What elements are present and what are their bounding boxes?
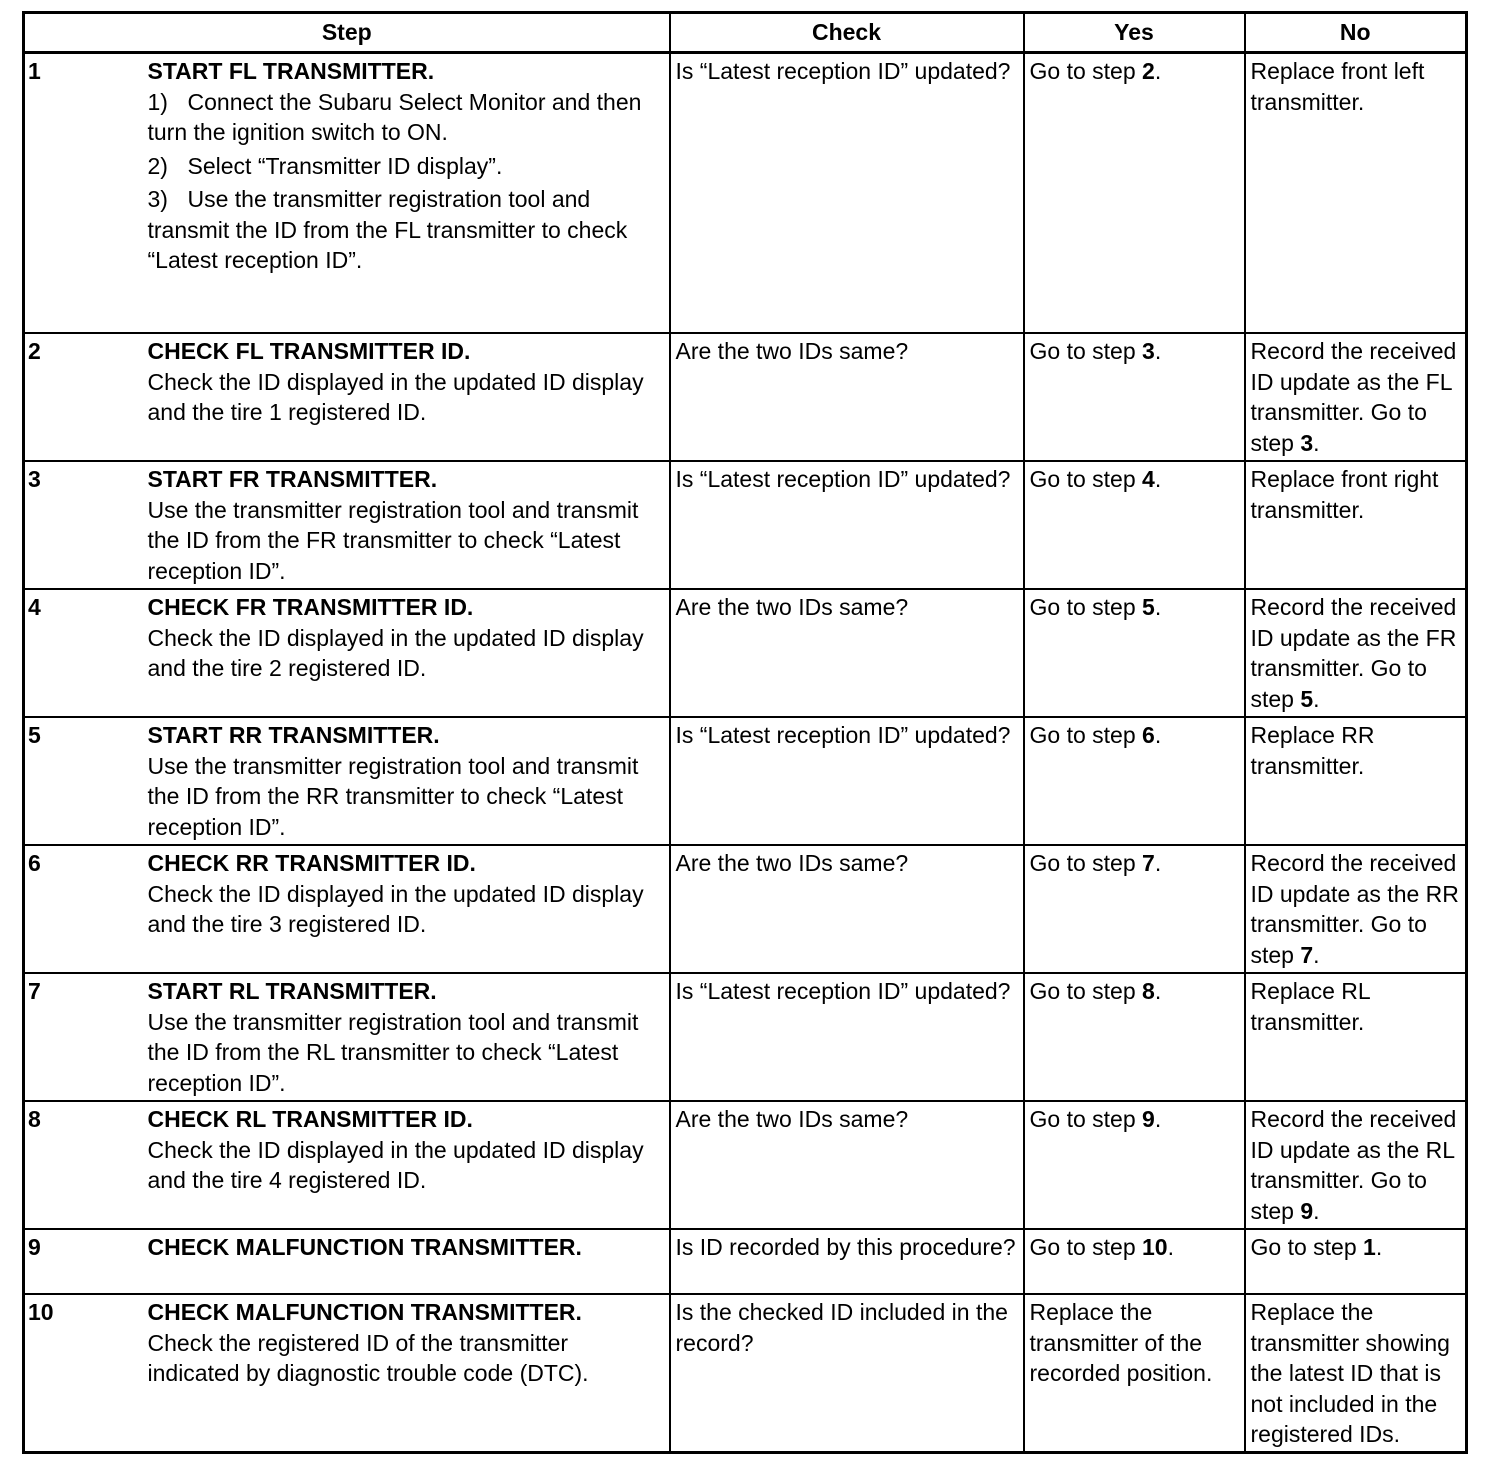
check-cell: Is “Latest reception ID” updated? [670,973,1024,1101]
yes-cell [1024,1229,1245,1294]
step-number: 8 [24,1101,147,1229]
step-body: Use the transmitter registration tool and transmit the ID from the FR transmitter to check “Latest reception ID”. [147,496,639,584]
no-text: Record the received ID update as the FR transmitter. Go to step [1250,594,1457,712]
step-cell [147,845,670,973]
yes-cell [1024,1101,1245,1229]
yes-cell [1024,717,1245,845]
no-text: Replace front right transmitter. [1250,466,1439,523]
no-text: Replace front left transmitter. [1250,58,1425,115]
step-title: CHECK FR TRANSMITTER ID. [147,594,474,620]
table-row [24,589,1467,717]
check-cell: Is ID recorded by this procedure? [670,1229,1024,1294]
sub-step [148,184,667,276]
yes-text: Replace the transmitter of the recorded position. [1029,1299,1213,1386]
step-body: Use the transmitter registration tool and transmit the ID from the RL transmitter to check “Latest reception ID”. [147,1008,639,1096]
no-cell [1245,589,1467,717]
step-title: START FR TRANSMITTER. [147,466,438,492]
step-title: CHECK MALFUNCTION TRANSMITTER. [147,1299,582,1325]
table-row [24,717,1467,845]
yes-tail: . [1154,58,1162,84]
sub-step-text: Connect the Subaru Select Monitor and then turn the ignition switch to ON. [147,88,642,145]
step-cell [147,1101,670,1229]
yes-step-ref: 4 [1142,466,1155,492]
no-cell [1245,1229,1467,1294]
yes-tail: . [1167,1234,1174,1260]
yes-step-ref: 3 [1142,338,1155,364]
yes-step-ref: 8 [1142,978,1155,1004]
table-row [24,845,1467,973]
yes-step-ref: 9 [1142,1106,1155,1132]
check-cell: Are the two IDs same? [670,845,1024,973]
sub-step-text: Select “Transmitter ID display”. [187,152,503,179]
step-number: 10 [24,1294,147,1453]
no-cell [1245,1101,1467,1229]
yes-text: Go to step [1029,722,1143,748]
yes-text: Go to step [1029,594,1143,620]
no-step-ref: 3 [1300,429,1314,456]
no-step-ref: 1 [1363,1234,1376,1260]
no-cell [1245,973,1467,1101]
no-cell [1245,717,1467,845]
no-tail: . [1313,1197,1320,1224]
sub-step-number: 3) [147,186,168,212]
step-number: 6 [24,845,147,973]
step-number: 5 [24,717,147,845]
yes-text: Go to step [1029,978,1143,1004]
check-cell: Is “Latest reception ID” updated? [670,461,1024,589]
sub-step-text: Use the transmitter registration tool and transmit the ID from the FL transmitter to check “Latest reception ID”. [147,186,628,273]
sub-step-number: 1) [147,88,168,115]
header-check: Check [670,13,1024,53]
step-number: 3 [24,461,147,589]
step-number: 2 [24,333,147,461]
yes-text: Go to step [1029,850,1143,876]
no-text: Replace the transmitter showing the latest ID that is not included in the registered IDs. [1250,1299,1450,1447]
step-body: Check the registered ID of the transmitter indicated by diagnostic trouble code (DTC). [147,1329,589,1386]
step-number: 9 [24,1229,147,1294]
yes-cell [1024,973,1245,1101]
step-title: START FL TRANSMITTER. [147,58,435,84]
no-text: Replace RR transmitter. [1250,722,1375,779]
yes-tail: . [1154,1106,1162,1132]
no-step-ref: 7 [1300,941,1314,968]
step-cell [147,589,670,717]
table-row [24,1229,1467,1294]
no-text: Record the received ID update as the FL transmitter. Go to step [1250,338,1457,456]
header-step: Step [24,13,670,53]
step-number: 1 [24,53,147,334]
check-cell: Are the two IDs same? [670,1101,1024,1229]
table-row [24,1294,1467,1453]
yes-cell [1024,53,1245,334]
step-cell [147,53,670,334]
no-tail: . [1313,941,1320,968]
check-cell: Is “Latest reception ID” updated? [670,53,1024,334]
yes-cell [1024,845,1245,973]
check-cell: Are the two IDs same? [670,333,1024,461]
step-title: CHECK MALFUNCTION TRANSMITTER. [147,1234,582,1260]
table-row [24,461,1467,589]
step-body: Check the ID displayed in the updated ID display and the tire 3 registered ID. [147,880,644,937]
step-cell [147,333,670,461]
yes-step-ref: 7 [1142,850,1155,876]
no-step-ref: 9 [1300,1197,1314,1224]
yes-cell [1024,333,1245,461]
step-cell [147,973,670,1101]
check-cell: Is the checked ID included in the record? [670,1294,1024,1453]
no-tail: . [1313,685,1320,712]
yes-tail: . [1154,978,1162,1004]
no-cell [1245,333,1467,461]
step-cell [147,1294,670,1453]
table-row [24,53,1467,334]
yes-tail: . [1154,722,1162,748]
step-title: CHECK FL TRANSMITTER ID. [147,338,471,364]
no-cell [1245,1294,1467,1453]
no-text: Record the received ID update as the RL transmitter. Go to step [1250,1106,1457,1224]
step-title: START RL TRANSMITTER. [147,978,437,1004]
procedure-table [22,11,1468,1454]
yes-text: Go to step [1029,338,1143,364]
sub-step-number: 2) [147,152,168,179]
no-text: Replace RL transmitter. [1250,978,1370,1035]
yes-tail: . [1154,594,1162,620]
step-cell [147,717,670,845]
no-tail: . [1313,429,1320,456]
table-row [24,1101,1467,1229]
step-body: Check the ID displayed in the updated ID display and the tire 1 registered ID. [147,368,644,425]
header-no: No [1245,13,1467,53]
step-number: 4 [24,589,147,717]
yes-text: Go to step [1029,58,1143,84]
check-cell: Is “Latest reception ID” updated? [670,717,1024,845]
no-cell [1245,461,1467,589]
sub-step [148,87,667,148]
yes-text: Go to step [1029,466,1143,492]
step-title: START RR TRANSMITTER. [147,722,440,748]
table-header-row [24,13,1467,53]
yes-text: Go to step [1029,1234,1143,1260]
no-cell [1245,845,1467,973]
step-body: Check the ID displayed in the updated ID display and the tire 4 registered ID. [147,1136,644,1193]
no-text: Record the received ID update as the RR transmitter. Go to step [1250,850,1459,968]
step-body: Use the transmitter registration tool and transmit the ID from the RR transmitter to check “Latest reception ID”. [147,752,639,840]
step-number: 7 [24,973,147,1101]
no-step-ref: 5 [1300,685,1314,712]
sub-step [148,151,667,182]
table-row [24,973,1467,1101]
step-cell [147,1229,670,1294]
no-text: Go to step [1250,1234,1364,1260]
yes-cell [1024,589,1245,717]
check-cell: Are the two IDs same? [670,589,1024,717]
no-cell [1245,53,1467,334]
table-row [24,333,1467,461]
yes-tail: . [1154,338,1162,364]
yes-tail: . [1154,466,1162,492]
yes-text: Go to step [1029,1106,1143,1132]
step-body: Check the ID displayed in the updated ID display and the tire 2 registered ID. [147,624,644,681]
yes-step-ref: 5 [1142,594,1155,620]
header-yes: Yes [1024,13,1245,53]
yes-tail: . [1154,850,1162,876]
no-tail: . [1375,1234,1383,1260]
yes-step-ref: 6 [1142,722,1155,748]
yes-step-ref: 10 [1142,1234,1168,1260]
yes-cell [1024,1294,1245,1453]
yes-cell [1024,461,1245,589]
step-title: CHECK RL TRANSMITTER ID. [147,1106,473,1132]
yes-step-ref: 2 [1142,58,1155,84]
step-title: CHECK RR TRANSMITTER ID. [147,850,476,876]
step-cell [147,461,670,589]
